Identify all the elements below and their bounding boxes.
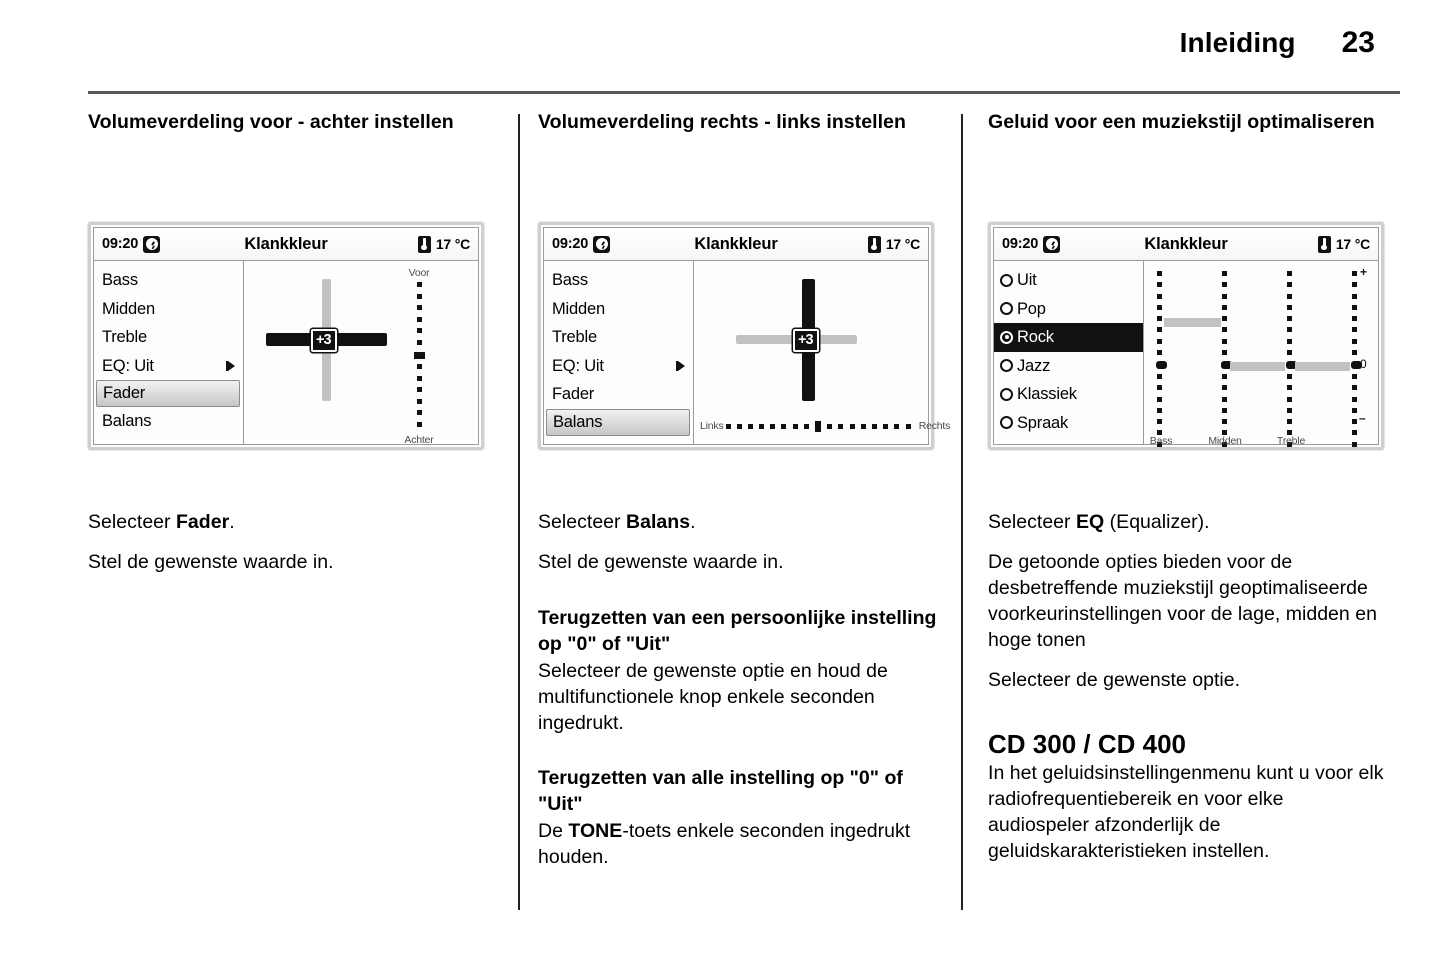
preset-item-jazz[interactable] — [994, 352, 1143, 381]
para-select-eq: Selecteer EQ (Equalizer). — [988, 511, 1210, 533]
menu-item-treble[interactable]: Treble — [552, 328, 597, 346]
radio-unselected-icon — [1000, 388, 1013, 401]
heading-cd300-cd400: CD 300 / CD 400 — [988, 728, 1186, 759]
menu-item-treble[interactable]: Treble — [102, 328, 147, 346]
content-columns — [0, 110, 1445, 920]
menu-item-bass[interactable]: Bass — [552, 271, 588, 289]
para-set-value: Stel de gewenste waarde in. — [538, 550, 784, 573]
para-reset-single: Selecteer de gewenste optie en houd de multifunctionele knop enkele seconden ingedrukt. — [538, 659, 888, 734]
balance-scale — [700, 420, 950, 432]
balance-scale-left-label: Links — [700, 420, 724, 432]
menu-item-midden[interactable]: Midden — [552, 299, 605, 318]
eq-column-treble[interactable] — [1286, 271, 1292, 453]
header-rule — [88, 91, 1400, 94]
radio-display-equalizer — [988, 222, 1384, 450]
fader-scale-bottom-label: Achter — [404, 433, 434, 446]
chevron-right-icon — [228, 361, 235, 371]
eq-label-midden: Midden — [1208, 435, 1242, 447]
display-screen-title: Klankkleur — [694, 234, 778, 253]
display-menu-list — [544, 261, 694, 444]
clock-icon — [143, 236, 160, 253]
preset-item-pop[interactable] — [994, 295, 1143, 324]
preset-item-uit[interactable] — [994, 266, 1143, 295]
display-screen-title: Klankkleur — [1144, 234, 1228, 253]
eq-bar-treble — [1295, 362, 1350, 371]
eq-bar-midden — [1230, 362, 1285, 371]
radio-unselected-icon — [1000, 302, 1013, 315]
para-set-value: Stel de gewenste waarde in. — [88, 550, 334, 573]
balance-value: +3 — [793, 329, 819, 352]
column-1 — [88, 110, 488, 573]
equalizer-graph — [1144, 261, 1378, 447]
chevron-right-icon — [678, 361, 685, 371]
display-temperature: 17 °C — [885, 236, 920, 252]
radio-unselected-icon — [1000, 359, 1013, 372]
eq-scale-minus: – — [1359, 411, 1366, 425]
preset-label: Uit — [1017, 271, 1037, 289]
section-title-1: Volumeverdeling voor - achter instellen — [88, 111, 454, 133]
preset-item-spraak[interactable] — [994, 409, 1143, 438]
section-title-3: Geluid voor een muziekstijl optimaliseren — [988, 111, 1375, 133]
para-select-option: Selecteer de gewenste optie. — [988, 668, 1241, 691]
display-screen-title: Klankkleur — [244, 234, 328, 253]
display-time: 09:20 — [552, 236, 589, 252]
eq-column-midden[interactable] — [1221, 271, 1227, 453]
fader-graph — [244, 261, 478, 444]
eq-bar-bass — [1164, 318, 1221, 327]
radio-unselected-icon — [1000, 274, 1013, 287]
column-divider-1 — [518, 114, 520, 910]
display-header — [994, 228, 1378, 261]
display-header — [94, 228, 478, 261]
preset-label: Jazz — [1017, 356, 1051, 375]
para-select-fader: Selecteer Fader. — [88, 511, 235, 533]
display-preset-list — [994, 261, 1144, 444]
eq-scale-column — [1351, 271, 1357, 453]
eq-column-bass[interactable] — [1156, 271, 1162, 453]
column-2 — [538, 110, 951, 869]
preset-label: Spraak — [1017, 413, 1069, 432]
thermometer-icon — [1318, 236, 1331, 253]
display-temperature: 17 °C — [1335, 236, 1370, 252]
body-block-1 — [88, 510, 488, 576]
menu-item-eq-label: EQ: Uit — [552, 356, 604, 375]
body-block-2 — [538, 510, 938, 871]
page-header — [0, 0, 1445, 92]
menu-item-fader[interactable]: Fader — [96, 380, 240, 407]
preset-label: Pop — [1017, 299, 1046, 318]
display-time: 09:20 — [1002, 236, 1039, 252]
menu-item-eq[interactable] — [94, 352, 243, 381]
para-eq-description: De getoonde opties bieden voor de desbetreffende muziekstijl geoptimaliseerde voorkeurinstellingen voor de lage, midden en hoge tonen — [988, 550, 1377, 651]
balance-scale-right-label: Rechts — [918, 420, 951, 432]
eq-label-treble: Treble — [1276, 435, 1306, 447]
eq-scale-plus: + — [1360, 265, 1367, 279]
preset-label: Klassiek — [1017, 385, 1077, 403]
fader-value: +3 — [311, 329, 337, 352]
para-cd-description: In het geluidsinstellingenmenu kunt u voor elk radiofrequentiebereik en voor elke audiospeler afzonderlijk de geluidskarakteristieken instellen. — [988, 762, 1384, 862]
radio-selected-icon — [1000, 331, 1013, 344]
preset-label: Rock — [1017, 328, 1054, 346]
clock-icon — [1043, 236, 1060, 253]
page-title: Inleiding — [1179, 27, 1296, 58]
balance-graph — [694, 261, 951, 444]
menu-item-eq[interactable] — [544, 352, 693, 381]
fader-scale-top-label: Voor — [408, 267, 430, 279]
menu-item-balans[interactable]: Balans — [546, 409, 690, 436]
page-number: 23 — [1341, 26, 1375, 59]
display-menu-list — [94, 261, 244, 444]
thermometer-icon — [868, 236, 881, 253]
display-time: 09:20 — [102, 236, 139, 252]
fader-scale — [396, 267, 442, 446]
radio-display-balance — [538, 222, 951, 450]
para-reset-all: De TONE-toets enkele seconden ingedrukt houden. — [538, 820, 911, 869]
preset-item-klassiek[interactable] — [994, 380, 1143, 409]
menu-item-midden[interactable]: Midden — [102, 299, 155, 318]
menu-item-fader[interactable]: Fader — [552, 385, 595, 403]
radio-display-fader — [88, 222, 484, 450]
clock-icon — [593, 236, 610, 253]
body-block-3 — [988, 510, 1388, 865]
display-header — [544, 228, 928, 261]
column-3 — [988, 110, 1388, 862]
para-select-balans: Selecteer Balans. — [538, 511, 696, 533]
section-title-2: Volumeverdeling rechts - links instellen — [538, 111, 906, 133]
menu-item-eq-label: EQ: Uit — [102, 356, 154, 375]
subheading-reset-all: Terugzetten van alle instelling op "0" of "Uit" — [538, 767, 903, 816]
menu-item-bass[interactable]: Bass — [102, 271, 138, 289]
menu-item-balans[interactable]: Balans — [102, 412, 152, 430]
eq-scale-zero: 0 — [1360, 357, 1367, 371]
thermometer-icon — [418, 236, 431, 253]
subheading-reset-single: Terugzetten van een persoonlijke instelling op "0" of "Uit" — [538, 606, 937, 655]
preset-item-rock[interactable] — [994, 323, 1143, 352]
eq-label-bass: Bass — [1149, 435, 1173, 447]
display-temperature: 17 °C — [435, 236, 470, 252]
column-divider-2 — [961, 114, 963, 910]
radio-unselected-icon — [1000, 416, 1013, 429]
